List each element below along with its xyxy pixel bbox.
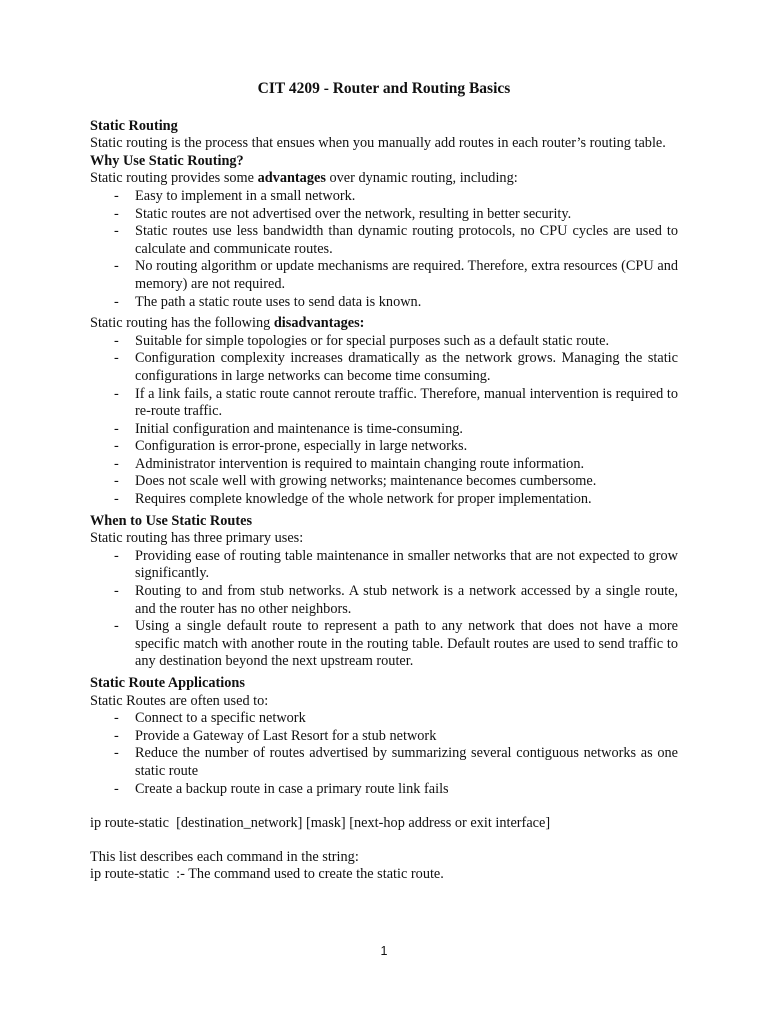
heading-when-to-use: When to Use Static Routes — [90, 512, 253, 529]
list-intro: This list describes each command in the string: — [90, 848, 359, 865]
disadvantages-list — [90, 333, 678, 509]
static-routing-text: Static routing is the process that ensues when you manually add routes in each router’s routing table. — [90, 135, 666, 152]
list-item: - No routing algorithm or update mechanisms are required. Therefore, extra resources (CPU and memory) are not required. — [90, 258, 678, 293]
page-number: 1 — [380, 944, 388, 958]
list-item: - Routing to and from stub networks. A stub network is a network accessed by a single route, and the router has no other neighbors. — [90, 583, 678, 618]
page-title: CIT 4209 - Router and Routing Basics — [257, 80, 511, 97]
list-item: - Static routes use less bandwidth than dynamic routing protocols, no CPU cycles are used to calculate and communicate routes. — [90, 223, 678, 258]
list-item: - Using a single default route to represent a path to any network that does not have a more specific match with another route in the routing table. Default routes are used to send traffic to any destination beyond the next upstream router. — [90, 618, 678, 671]
advantages-intro: Static routing provides some advantages over dynamic routing, including: — [90, 170, 518, 187]
command-syntax: ip route-static [destination_network] [mask] [next-hop address or exit interface] — [90, 815, 551, 832]
command-description: ip route-static :- The command used to create the static route. — [90, 866, 444, 883]
list-item: - Easy to implement in a small network. — [90, 188, 678, 206]
list-item: - Providing ease of routing table maintenance in smaller networks that are not expected to grow significantly. — [90, 548, 678, 583]
when-to-use-intro: Static routing has three primary uses: — [90, 530, 304, 547]
heading-applications: Static Route Applications — [90, 675, 245, 691]
list-item: - The path a static route uses to send data is known. — [90, 294, 678, 312]
list-item: - Create a backup route in case a primary route link fails — [90, 781, 678, 799]
list-item: - Connect to a specific network — [90, 710, 678, 728]
heading-static-routing: Static Routing — [90, 117, 178, 134]
applications-intro: Static Routes are often used to: — [90, 692, 269, 709]
heading-why-use: Why Use Static Routing? — [90, 152, 244, 169]
document-page — [90, 80, 678, 884]
when-to-use-list — [90, 548, 678, 671]
list-item: - Configuration is error-prone, especially in large networks. — [90, 438, 678, 456]
list-item: - Does not scale well with growing networks; maintenance becomes cumbersome. — [90, 473, 678, 491]
list-item: - Administrator intervention is required to maintain changing route information. — [90, 456, 678, 474]
applications-list — [90, 710, 678, 798]
list-item: - Requires complete knowledge of the whole network for proper implementation. — [90, 491, 678, 509]
list-item: - Static routes are not advertised over the network, resulting in better security. — [90, 206, 678, 224]
list-item: - Reduce the number of routes advertised by summarizing several contiguous networks as one static route — [90, 745, 678, 780]
disadvantages-intro: Static routing has the following disadvantages: — [90, 315, 365, 332]
list-item: - Suitable for simple topologies or for special purposes such as a default static route. — [90, 333, 678, 351]
list-item: - Provide a Gateway of Last Resort for a stub network — [90, 728, 678, 746]
advantages-list — [90, 188, 678, 311]
list-item: - Configuration complexity increases dramatically as the network grows. Managing the static configurations in large networks can become time consuming. — [90, 350, 678, 385]
list-item: - If a link fails, a static route cannot reroute traffic. Therefore, manual intervention is required to re-route traffic. — [90, 386, 678, 421]
list-item: - Initial configuration and maintenance is time-consuming. — [90, 421, 678, 439]
